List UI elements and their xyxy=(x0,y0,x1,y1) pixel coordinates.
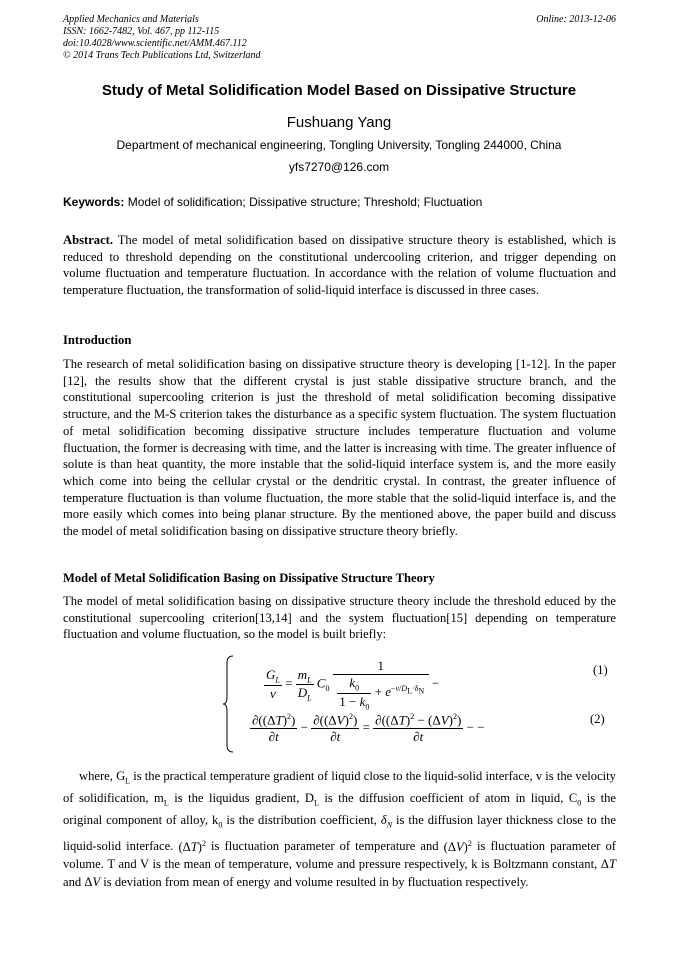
left-brace xyxy=(222,655,236,753)
def-text: is the diffusion coefficient of atom in liquid, C xyxy=(318,791,578,806)
equation-2: $\frac{\partial((\Delta T)^2)}{\partial t}$ − $\frac{\partial((\Delta V)^2)}{\partial t}$ = $\frac{\partial((\Delta T)^2 - (\Delta V)^2)}{\partial t}$ − − xyxy=(252,712,485,745)
doi-line: doi:10.4028/www.scientific.net/AMM.467.112 xyxy=(63,38,247,49)
journal-header xyxy=(63,14,616,62)
def-sub: 0 xyxy=(218,820,223,830)
keywords xyxy=(63,195,482,209)
equation-2-number: (2) xyxy=(590,712,605,726)
def-sub: L xyxy=(125,776,131,786)
introduction-text: The research of metal solidification basing on dissipative structure theory is developing [1-12]. In the paper [12], the results show that the different crystal is just stable dissipative structure branch, and the constitutional supercooling criterion is just the threshold of metal solidification becoming dissipative structure, and the M-S criterion takes the disturbance as a specific system fluctuation. The system fluctuation of metal solidification becoming dissipative structure includes temperature fluctuation and volume fluctuation, the former is decreasing with time, and the latter is increasing with time. The greater influence of solute is than heat quantity, the more instable that the solid-liquid interface system is, and the more easily which come into being the cellular crystal or the dendritic crystal. In contrast, the greater influence of temperature fluctuation is than volume fluctuation, the more stable that the solid-liquid interface is, and the more easily which comes into being planar structure. By the mentioned above, the paper build and discuss the model of metal solidification basing on dissipative structure theory briefly. xyxy=(63,357,616,539)
def-text: is the distribution coefficient, xyxy=(222,813,377,828)
keywords-text: Model of solidification; Dissipative structure; Threshold; Fluctuation xyxy=(124,195,483,209)
online-date: Online: 2013-12-06 xyxy=(536,14,616,25)
temp-fluct-symbol: $(\Delta T)^2$ xyxy=(178,838,206,854)
def-text: and xyxy=(63,874,82,889)
copyright-line: © 2014 Trans Tech Publications Ltd, Switzerland xyxy=(63,50,261,61)
author-email: yfs7270@126.com xyxy=(288,160,390,174)
delta-t-symbol: ΔT xyxy=(600,857,616,872)
journal-name: Applied Mechanics and Materials xyxy=(63,14,199,25)
vol-fluct-symbol: $(\Delta V)^2$ xyxy=(443,838,472,854)
def-text: is deviation from mean of energy and volume resulted in by fluctuation respectively. xyxy=(100,874,529,889)
model-heading: Model of Metal Solidification Basing on Dissipative Structure Theory xyxy=(63,571,435,585)
abstract-text: The model of metal solidification based on dissipative structure theory is established, which is reduced to threshold depending on the constitutional undercooling criterion, and trigger depending on volume fluctuation and temperature fluctuation. In accordance with the relation of volume fluctuation and temperature fluctuation, the transformation of solid-liquid interface is discussed in three cases. xyxy=(63,233,616,298)
def-sub: L xyxy=(163,798,169,808)
introduction-heading: Introduction xyxy=(63,333,132,347)
equation-1: $\frac{G_L}{v}$ = $\frac{m_L}{D_L}$ $C_0$ 1 $\frac{k_0}{1 - k_0}$ + $e^{-v/D_L\cdot\delta_N}$ − xyxy=(266,658,440,712)
delta-n-symbol: $\delta_N$ xyxy=(380,813,393,830)
def-text: is the diffusion layer thickness close to the liquid-solid interface. xyxy=(63,813,616,854)
issn-line: ISSN: 1662-7482, Vol. 467, pp 112-115 xyxy=(63,26,220,37)
def-text: is fluctuation parameter of temperature and xyxy=(205,839,439,854)
def-sub: L xyxy=(314,798,319,808)
keywords-label: Keywords: xyxy=(63,195,125,209)
delta-v-symbol: ΔV xyxy=(84,874,101,889)
def-text: is the original component of alloy, k xyxy=(63,791,616,828)
equation-1-number: (1) xyxy=(593,663,608,677)
model-text: The model of metal solidification basing on dissipative structure theory include the threshold educed by the constitutional supercooling criterion[13,14] and the system fluctuation[15] depending on temperature fluctuation and volume fluctuation, so the model is built briefly: xyxy=(63,594,616,642)
def-text: is the practical temperature gradient of liquid close to the liquid-solid interface, v is the velocity of solidification, m xyxy=(63,769,616,806)
variable-definitions xyxy=(63,768,616,891)
author-name: Fushuang Yang xyxy=(286,114,392,131)
paper-title: Study of Metal Solidification Model Based on Dissipative Structure xyxy=(101,82,577,99)
def-sub: 0 xyxy=(577,798,582,808)
def-text: where, G xyxy=(79,769,126,783)
author-affiliation: Department of mechanical engineering, Tongling University, Tongling 244000, China xyxy=(116,138,562,152)
def-text: is the liquidus gradient, D xyxy=(168,791,315,806)
def-text: is fluctuation parameter of volume. T and V is the mean of temperature, volume and pressure respectively, k is Boltzmann constant, xyxy=(63,839,617,872)
abstract-label: Abstract. xyxy=(63,233,114,247)
abstract xyxy=(63,232,616,299)
